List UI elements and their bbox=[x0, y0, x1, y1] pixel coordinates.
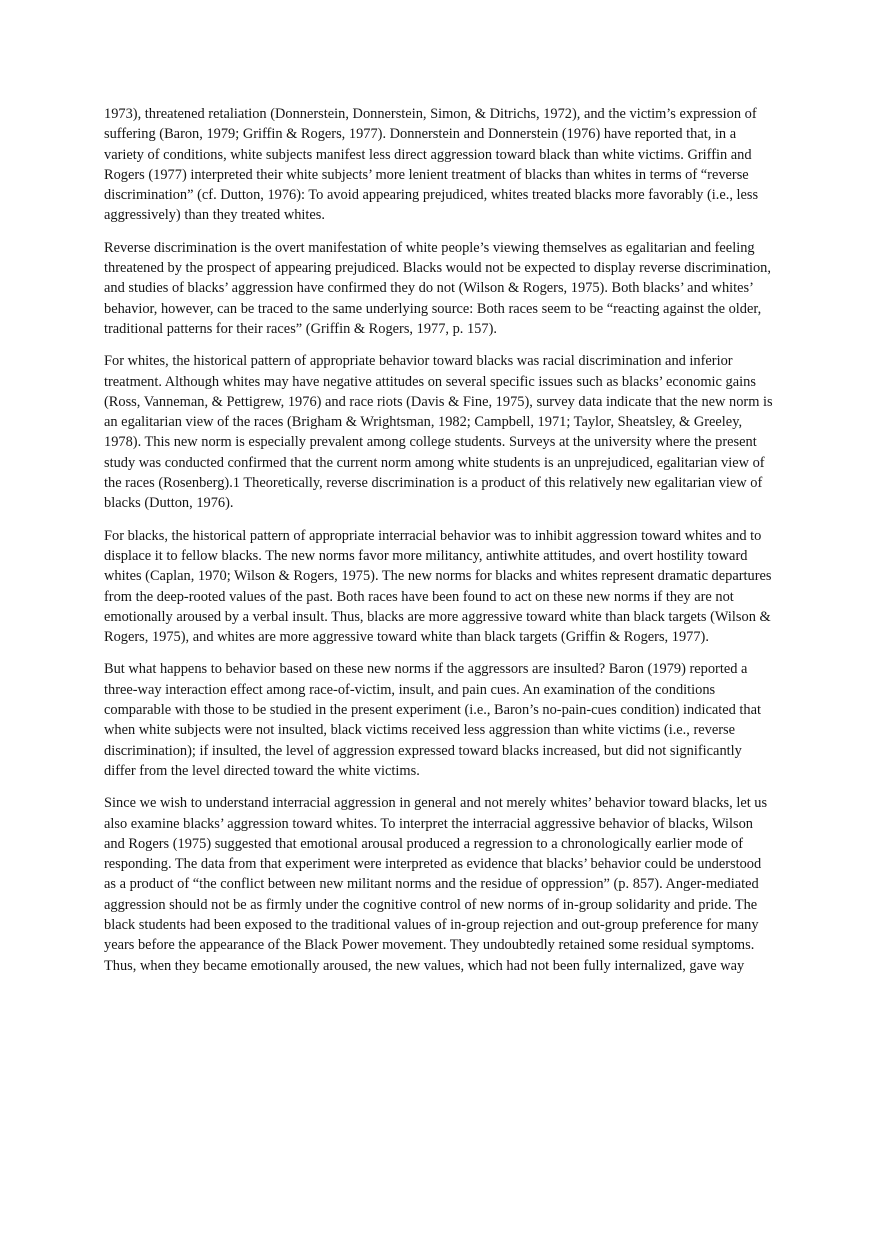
paragraph-3: For whites, the historical pattern of appropriate behavior toward blacks was racial discrimination and inferior treatment. Although whites may have negative attitudes on several specific issues such as blacks’ economic gains (Ross, Vanneman, & Pettigrew, 1976) and race riots (Davis & Fine, 1975), survey data indicate that the new norm is an egalitarian view of the races (Brigham & Wrightsman, 1982; Campbell, 1971; Taylor, Sheatsley, & Greeley, 1978). This new norm is especially prevalent among college students. Surveys at the university where the present study was conducted confirmed that the current norm among white students is an unprejudiced, egalitarian view of the races (Rosenberg).1 Theoretically, reverse discrimination is a product of this relatively new egalitarian view of blacks (Dutton, 1976). bbox=[104, 353, 773, 512]
paragraph-1: 1973), threatened retaliation (Donnerstein, Donnerstein, Simon, & Ditrichs, 1972), and the victim’s expression of suffering (Baron, 1979; Griffin & Rogers, 1977). Donnerstein and Donnerstein (1976) have reported that, in a variety of conditions, white subjects manifest less direct aggression toward black than white victims. Griffin and Rogers (1977) interpreted their white subjects’ more lenient treatment of blacks than whites in terms of “reverse discrimination” (cf. Dutton, 1976): To avoid appearing prejudiced, whites treated blacks more favorably (i.e., less aggressively) than they treated whites. bbox=[104, 106, 759, 224]
paragraph-5: But what happens to behavior based on these new norms if the aggressors are insulted? Baron (1979) reported a three-way interaction effect among race-of-victim, insult, and pain cues. An examination of the conditions comparable with those to be studied in the present experiment (i.e., Baron’s no-pain-cues condition) indicated that when white subjects were not insulted, black victims received less aggression than white victims (i.e., reverse discrimination); if insulted, the level of aggression expressed toward blacks increased, but did not significantly differ from the level directed toward the white victims. bbox=[104, 661, 761, 779]
paragraph-2: Reverse discrimination is the overt manifestation of white people’s viewing themselves as egalitarian and feeling threatened by the prospect of appearing prejudiced. Blacks would not be expected to display reverse discrimination, and studies of blacks’ aggression have confirmed they do not (Wilson & Rogers, 1975). Both blacks’ and whites’ behavior, however, can be traced to the same underlying source: Both races seem to be “reacting against the older, traditional patterns for their races” (Griffin & Rogers, 1977, p. 157). bbox=[104, 239, 771, 337]
page-body bbox=[104, 104, 776, 988]
paragraph-4: For blacks, the historical pattern of appropriate interracial behavior was to inhibit aggression toward whites and to displace it to fellow blacks. The new norms favor more militancy, antiwhite attitudes, and overt hostility toward whites (Caplan, 1970; Wilson & Rogers, 1975). The new norms for blacks and whites represent dramatic departures from the deep-rooted values of the past. Both races have been found to act on these new norms if they are not emotionally aroused by a verbal insult. Thus, blacks are more aggressive toward white than black targets (Wilson & Rogers, 1975), and whites are more aggressive toward white than black targets (Griffin & Rogers, 1977). bbox=[104, 527, 772, 646]
paragraph-6: Since we wish to understand interracial aggression in general and not merely whites’ behavior toward blacks, let us also examine blacks’ aggression toward whites. To interpret the interracial aggressive behavior of blacks, Wilson and Rogers (1975) suggested that emotional arousal produced a regression to a chronologically earlier mode of responding. The data from that experiment were interpreted as evidence that blacks’ behavior could be understood as a product of “the conflict between new militant norms and the residue of oppression” (p. 857). Anger-mediated aggression should not be as firmly under the cognitive control of new norms of in-group solidarity and pride. The black students had been exposed to the traditional values of in-group rejection and out-group preference for many years before the appearance of the Black Power movement. They undoubtedly retained some residual symptoms. Thus, when they became emotionally aroused, the new values, which had not been fully internalized, gave way bbox=[104, 795, 768, 974]
